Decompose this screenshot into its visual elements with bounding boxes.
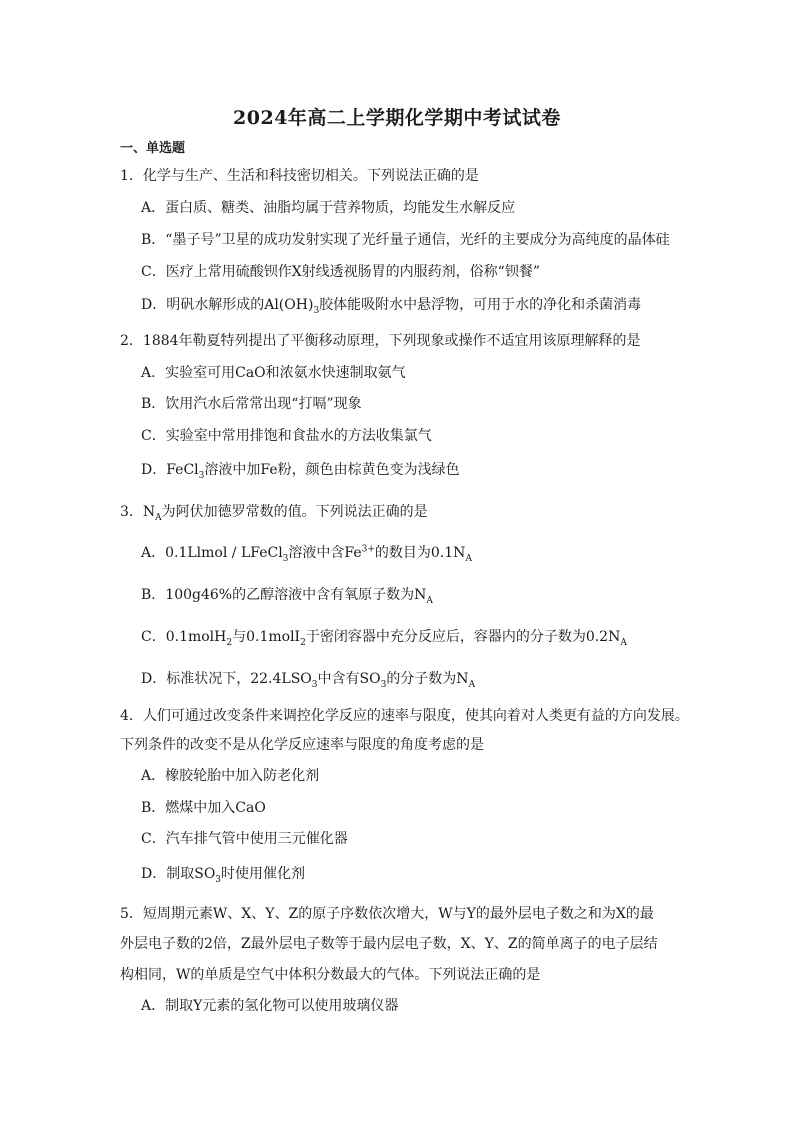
question-2-option-b: B．饮用汽水后常常出现“打嗝”现象	[141, 396, 362, 412]
section-heading: 一、单选题	[120, 141, 186, 156]
question-3-option-b: B．100g46%的乙醇溶液中含有氧原子数为$N_A$	[141, 587, 433, 606]
question-4-option-c: C．汽车排气管中使用三元催化器	[141, 831, 348, 847]
question-2-option-c: C．实验室中常用排饱和食盐水的方法收集氯气	[141, 428, 432, 444]
question-3-stem: 3．$N_A$为阿伏加德罗常数的值。下列说法正确的是	[120, 504, 428, 523]
question-1-option-a: A．蛋白质、糖类、油脂均属于营养物质，均能发生水解反应	[141, 200, 516, 216]
question-1-option-b: B．“墨子号”卫星的成功发射实现了光纤量子通信，光纤的主要成分为高纯度的晶体硅	[141, 232, 670, 248]
question-3-option-c: C．0.1molH$_2$与0.1molI$_2$于密闭容器中充分反应后，容器内的分子数为$0.2N_A$	[141, 629, 627, 648]
question-1-stem: 1．化学与生产、生活和科技密切相关。下列说法正确的是	[120, 168, 479, 184]
question-4-option-a: A．橡胶轮胎中加入防老化剂	[141, 768, 320, 784]
question-5-stem-line-2: 外层电子数的2倍，Z最外层电子数等于最内层电子数，X、Y、Z的简单离子的电子层结	[120, 936, 658, 952]
question-1-option-d: D．明矾水解形成的$Al(OH)_3$胶体能吸附水中悬浮物，可用于水的净化和杀菌消毒	[141, 297, 642, 316]
question-5-stem-line-3: 构相同，W的单质是空气中体积分数最大的气体。下列说法正确的是	[120, 967, 541, 983]
question-4-option-d: D．制取$SO_3$时使用催化剂	[141, 866, 306, 885]
question-2-stem: 2．1884年勒夏特列提出了平衡移动原理，下列现象或操作不适宜用该原理解释的是	[120, 333, 641, 349]
question-2-option-a: A．实验室可用CaO和浓氨水快速制取氨气	[141, 365, 406, 381]
question-4-stem-line-2: 下列条件的改变不是从化学反应速率与限度的角度考虑的是	[120, 737, 484, 753]
question-5-option-a: A．制取Y元素的氢化物可以使用玻璃仪器	[141, 998, 399, 1014]
question-3-option-d: D．标准状况下，$22.4LSO_3$中含有$SO_3$的分子数为$N_A$	[141, 671, 476, 690]
question-2-option-d: D．FeCl$_3$溶液中加Fe粉，颜色由棕黄色变为浅绿色	[141, 462, 460, 481]
question-1-option-c: C．医疗上常用硫酸钡作X射线透视肠胃的内服药剂，俗称“钡餐”	[141, 264, 540, 280]
question-4-stem-line-1: 4．人们可通过改变条件来调控化学反应的速率与限度，使其向着对人类更有益的方向发展。	[120, 708, 689, 724]
question-3-option-a: A．0.1Llmol / LFeCl$_3$溶液中含$Fe^{3+}$的数目为$0.1N_A$	[141, 544, 472, 564]
question-4-option-b: B．燃煤中加入CaO	[141, 800, 266, 816]
exam-title: 2024年高二上学期化学期中考试试卷	[233, 107, 561, 129]
question-5-stem-line-1: 5．短周期元素W、X、Y、Z的原子序数依次增大，W与Y的最外层电子数之和为X的最	[120, 906, 654, 922]
